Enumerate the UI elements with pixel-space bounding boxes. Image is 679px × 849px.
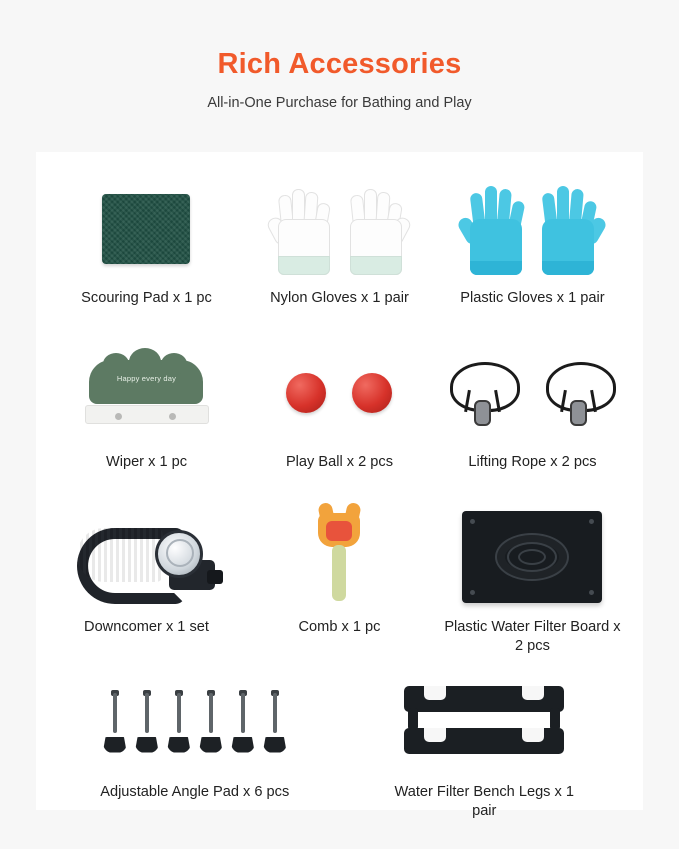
accessory-caption: Downcomer x 1 set [84,618,209,635]
accessory-caption: Comb x 1 pc [298,618,381,635]
accessory-item-wiper [50,334,243,480]
accessories-row-3 [36,481,643,665]
accessory-item-comb [243,499,436,665]
accessory-caption: Nylon Gloves x 1 pair [270,290,409,306]
accessory-item-water-filter-bench-legs [340,664,630,830]
plastic-water-filter-board-icon [440,505,625,610]
accessories-row-1 [36,152,643,316]
accessory-item-adjustable-angle-pad [50,664,340,830]
plastic-gloves-icon [440,176,625,281]
accessory-caption: Plastic Gloves x 1 pair [460,290,605,306]
accessory-item-plastic-gloves [436,170,629,316]
accessory-caption: Plastic Water Filter Board x 2 pcs [444,618,621,654]
lifting-rope-icon [440,340,625,445]
accessory-caption: Wiper x 1 pc [105,454,188,471]
accessory-caption: Adjustable Angle Pad x 6 pcs [100,784,290,800]
accessory-caption: Scouring Pad x 1 pc [81,290,212,306]
page-subtitle: All-in-One Purchase for Bathing and Play [207,95,472,111]
accessory-caption: Water Filter Bench Legs x 1 pair [394,784,575,820]
accessory-item-scouring-pad [50,170,243,316]
adjustable-angle-pad-icon [54,670,336,775]
downcomer-icon [54,505,239,610]
comb-icon [247,505,432,610]
accessories-row-4 [36,664,643,830]
water-filter-bench-legs-icon [344,670,626,775]
accessory-caption: Lifting Rope x 2 pcs [468,454,597,471]
accessory-item-plastic-water-filter-board [436,499,629,665]
page-header [0,0,679,111]
play-ball-icon [247,340,432,445]
accessory-item-downcomer [50,499,243,665]
accessory-item-lifting-rope [436,334,629,480]
wiper-label-text: Happy every day [116,373,177,383]
wiper-icon [54,340,239,445]
accessories-card [36,152,643,820]
scouring-pad-icon [54,176,239,281]
accessory-item-play-ball [243,334,436,480]
accessory-item-nylon-gloves [243,170,436,316]
accessories-row-2 [36,316,643,480]
nylon-gloves-icon [247,176,432,281]
page-title: Rich Accessories [217,48,462,80]
accessory-caption: Play Ball x 2 pcs [285,454,394,471]
